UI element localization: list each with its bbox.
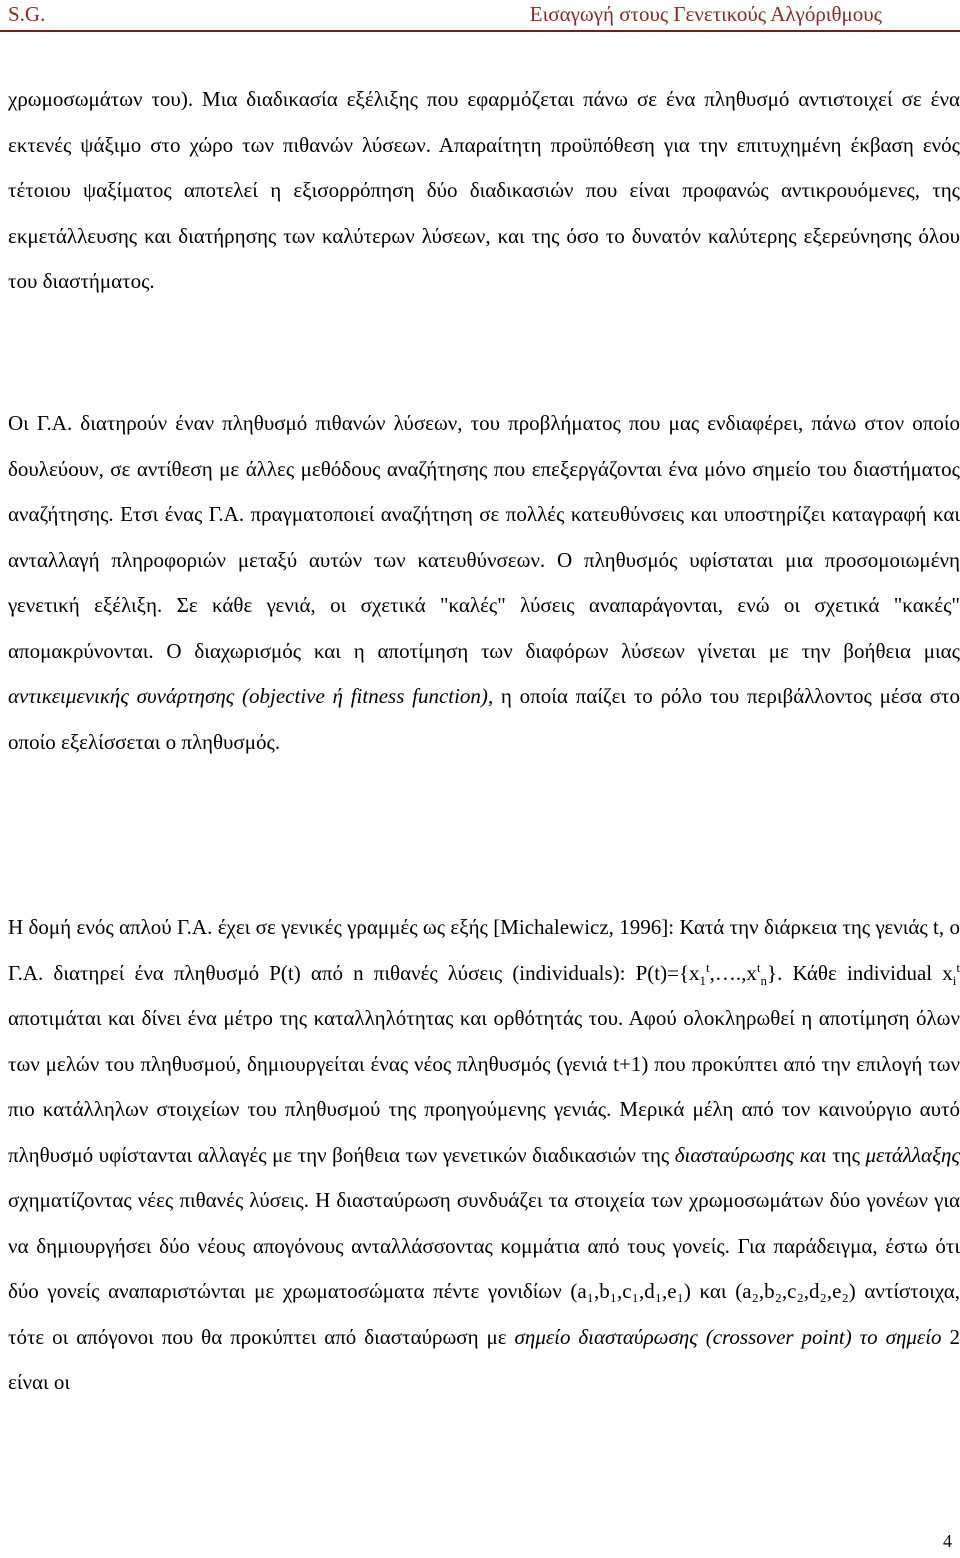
p2-emphasis-objective-function: αντικειμενικής συνάρτησης (objective ή fitness function)	[8, 684, 488, 708]
p3-part-d: αποτιμάται και δίνει ένα μέτρο της καταλληλότητας και ορθότητάς του. Αφού ολοκληρωθεί η αποτίμηση όλων των μελών του πληθυσμού, δημιουργείται ένας νέος πληθυσμός (γενιά t+1) που προκύπτει από την επιλογή των πιο κατάλληλων στοιχείων του πληθυσμού της προηγούμενης γενιάς. Μερικά μέλη από τον καινούργιο αυτό πληθυσμό υφίστανται αλλαγές με την βοήθεια των γενετικών διαδικασιών της	[8, 1006, 960, 1167]
page-number: 4	[943, 1531, 952, 1551]
p3-emphasis-and: και	[799, 1142, 827, 1167]
p3-part-b: ,….,x	[709, 960, 757, 985]
paragraph-2	[8, 401, 960, 765]
p3-part-c: }. Κάθε individual x	[767, 960, 953, 985]
p3-part-f: της	[826, 1142, 866, 1167]
paragraph-3-text	[8, 905, 960, 1406]
p3-sub-3: i	[952, 972, 957, 988]
p3-part-h: 2 είναι οι	[8, 1324, 960, 1394]
p3-emphasis-mutation: μετάλλαξης	[865, 1142, 960, 1167]
paragraph-1	[8, 77, 960, 305]
paragraph-3	[8, 905, 960, 1406]
page-header	[0, 0, 960, 28]
p3-emphasis-crossover: διασταύρωσης	[674, 1142, 795, 1167]
p3-sub-2: n	[760, 972, 768, 988]
header-author: S.G.	[8, 2, 46, 26]
header-title: Εισαγωγή στους Γενετικούς Αλγόριθμους	[529, 2, 882, 26]
p3-sup-2: t	[756, 959, 761, 975]
p3-sub-1: 1	[699, 972, 707, 988]
header-divider	[0, 30, 960, 32]
p3-part-g: σχηματίζοντας νέες πιθανές λύσεις. Η διασταύρωση συνδυάζει τα στοιχεία των χρωμοσωμάτων δύο γονέων για να δημιουργήσει δύο νέους απογόνους ανταλλάσσοντας κομμάτια από τους γονείς. Για παράδειγμα, έστω ότι δύο γονείς αναπαριστώνται με χρωματοσώματα πέντε γονιδίων (a₁,b₁,c₁,d₁,e₁) και (a₂,b₂,c₂,d₂,e₂) αντίστοιχα, τότε οι απόγονοι που θα προκύπτει από διασταύρωση με	[8, 1188, 960, 1349]
p3-sup-3: t	[956, 959, 960, 975]
paragraph-1-text: χρωμοσωμάτων του). Μια διαδικασία εξέλιξης που εφαρμόζεται πάνω σε ένα πληθυσμό αντιστοιχεί σε ένα εκτενές ψάξιμο στο χώρο των πιθανών λύσεων. Απαραίτητη προϋπόθεση για την επιτυχημένη έκβαση ενός τέτοιου ψαξίματος αποτελεί η εξισορρόπηση δύο διαδικασιών που είναι προφανώς αντικρουόμενες, της εκμετάλλευσης και διατήρησης των καλύτερων λύσεων, και της όσο το δυνατόν καλύτερης εξερεύνησης όλου του διαστήματος.	[8, 87, 960, 293]
p3-part-a: Η δομή ενός απλού Γ.Α. έχει σε γενικές γραμμές ως εξής [Michalewicz, 1996]: Κατά την διάρκεια της γενιάς t, ο Γ.Α. διατηρεί ένα πληθυσμό P(t) από n πιθανές λύσεις (individuals): P(t)={x	[8, 915, 960, 985]
p3-emphasis-crossover-point: σημείο διασταύρωσης (crossover point) το σημείο	[514, 1324, 942, 1349]
p3-sup-1: t	[706, 959, 710, 975]
paragraph-2-text	[8, 401, 960, 765]
p2-part-b: , η οποία παίζει το ρόλο του περιβάλλοντος μέσα στο οποίο εξελίσσεται ο πληθυσμός.	[8, 684, 960, 754]
p2-part-a: Οι Γ.Α. διατηρούν έναν πληθυσμό πιθανών λύσεων, του προβλήματος που μας ενδιαφέρει, πάνω στον οποίο δουλεύουν, σε αντίθεση με άλλες μεθόδους αναζήτησης που επεξεργάζονται ένα μόνο σημείο του διαστήματος αναζήτησης. Ετσι ένας Γ.Α. πραγματοποιεί αναζήτηση σε πολλές κατευθύνσεις και υποστηρίζει καταγραφή και ανταλλαγή πληροφοριών μεταξύ αυτών των κατευθύνσεων. Ο πληθυσμός υφίσταται μια προσομοιωμένη γενετική εξέλιξη. Σε κάθε γενιά, οι σχετικά "καλές" λύσεις αναπαράγονται, ενώ οι σχετικά "κακές" απομακρύνονται. Ο διαχωρισμός και η αποτίμηση των διαφόρων λύσεων γίνεται με την βοήθεια μιας	[8, 411, 960, 663]
